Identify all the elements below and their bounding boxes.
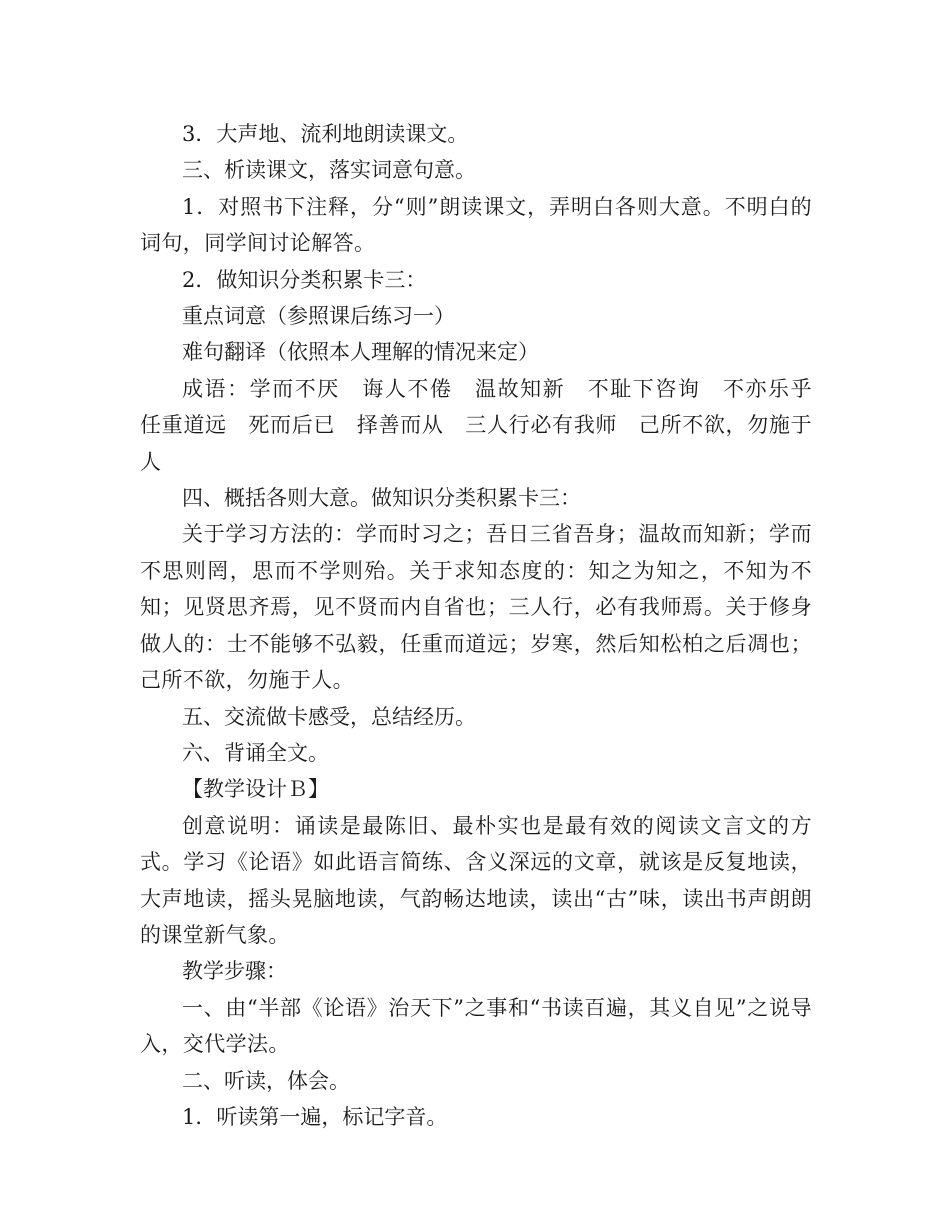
paragraph-step-1-annotation: 1．对照书下注释，分“则”朗读课文，弄明白各则大意。不明白的词句，同学间讨论解答。 [140,194,812,256]
paragraph-section-4-heading: 四、概括各则大意。做知识分类积累卡三： [182,486,581,511]
paragraph-idioms: 成语：学而不厌 诲人不倦 温故知新 不耻下咨询 不亦乐乎 任重道远 死而后已 择善而从 三人行必有我师 己所不欲，勿施于人 [140,376,834,474]
paragraph-section-5-heading: 五、交流做卡感受，总结经历。 [182,704,476,729]
paragraph-summary-categories: 关于学习方法的：学而时习之；吾日三省吾身；温故而知新；学而不思则罔，思而不学则殆。关于求知态度的：知之为知之，不知为不知；见贤思齐焉，见不贤而内自省也；三人行，必有我师焉。关于修身做人的：士不能够不弘毅，任重而道远；岁寒，然后知松柏之后凋也；己所不欲，勿施于人。 [140,522,812,693]
paragraph-difficult-sentences: 难句翻译（依照本人理解的情况来定） [182,340,539,365]
paragraph-key-words: 重点词意（参照课后练习一） [182,304,455,329]
paragraph-design-b-title: 【教学设计Ｂ】 [182,777,329,802]
paragraph-teaching-steps-heading: 教学步骤： [182,959,287,984]
paragraph-step-one-intro: 一、由“半部《论语》治天下”之事和“书读百遍，其义自见”之说导入，交代学法。 [140,995,812,1057]
paragraph-section-3-heading: 三、析读课文，落实词意句意。 [182,158,476,183]
paragraph-step-2-card: 2．做知识分类积累卡三： [182,267,427,292]
paragraph-design-b-intent: 创意说明：诵读是最陈旧、最朴实也是最有效的阅读文言文的方式。学习《论语》如此语言简练、含义深远的文章，就该是反复地读，大声地读，摇头晃脑地读，气韵畅达地读，读出“古”味，读出书声朗朗的课堂新气象。 [140,813,812,947]
paragraph-listen-first: 1．听读第一遍，标记字音。 [182,1104,448,1129]
paragraph-section-6-heading: 六、背诵全文。 [182,740,329,765]
paragraph-step-two-listen: 二、听读，体会。 [182,1068,350,1093]
paragraph-step-3: 3．大声地、流利地朗读课文。 [182,122,469,146]
